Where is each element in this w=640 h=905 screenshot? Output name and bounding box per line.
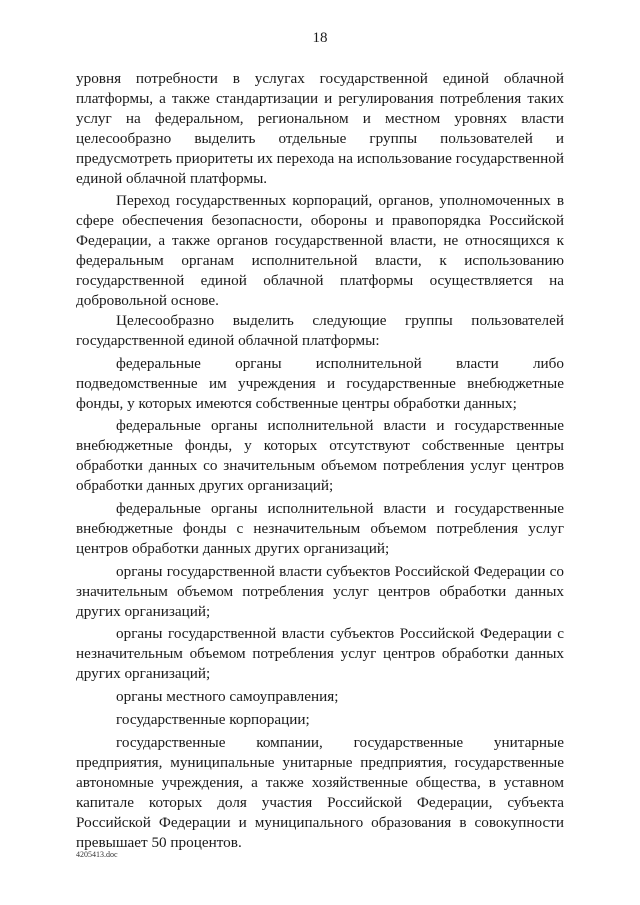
paragraph-groups-intro: Целесообразно выделить следующие группы пользователей государственной единой облачной платформы: xyxy=(76,311,564,349)
document-body xyxy=(76,69,564,852)
paragraph-continuation: уровня потребности в услугах государственной единой облачной платформы, а также стандартизации и регулирования потребления таких услуг на федеральном, региональном и местном уровнях власти целесообразно выделить отдельные группы пользователей и предусмотреть приоритеты их перехода на использование государственной единой облачной платформы. xyxy=(76,70,564,187)
document-file-code: 4205413.doc xyxy=(76,850,118,859)
page-number: 18 xyxy=(312,30,328,46)
paragraph-transition: Переход государственных корпораций, органов, уполномоченных в сфере обеспечения безопасности, обороны и правопорядка Российской Федерации, а также органов государственной власти, не относящихся к федеральным органам исполнительной власти, к использованию государственной единой облачной платформы осуществляется на добровольной основе. xyxy=(76,192,564,309)
list-item-group-1: федеральные органы исполнительной власти либо подведомственные им учреждения и государственные внебюджетные фонды, у которых имеются собственные центры обработки данных; xyxy=(76,354,564,412)
list-item-group-8: государственные компании, государственные унитарные предприятия, муниципальные унитарные предприятия, государственные автономные учреждения, а также хозяйственные общества, в уставном капитале которых доля участия Российской Федерации, субъекта Российской Федерации и муниципального образования в совокупности превышает 50 процентов. xyxy=(76,734,564,851)
list-item-group-4: органы государственной власти субъектов Российской Федерации со значительным объемом потребления услуг центров обработки данных других организаций; xyxy=(76,562,564,620)
list-item-group-7: государственные корпорации; xyxy=(116,711,310,729)
list-item-group-5: органы государственной власти субъектов Российской Федерации с незначительным объемом потребления услуг центров обработки данных других организаций; xyxy=(76,625,564,683)
list-item-group-2: федеральные органы исполнительной власти и государственные внебюджетные фонды, у которых отсутствуют собственные центры обработки данных со значительным объемом потребления услуг центров обработки данных других организаций; xyxy=(76,417,564,495)
list-item-group-3: федеральные органы исполнительной власти и государственные внебюджетные фонды с незначительным объемом потребления услуг центров обработки данных других организаций; xyxy=(76,500,564,557)
list-item-group-6: органы местного самоуправления; xyxy=(116,688,339,706)
